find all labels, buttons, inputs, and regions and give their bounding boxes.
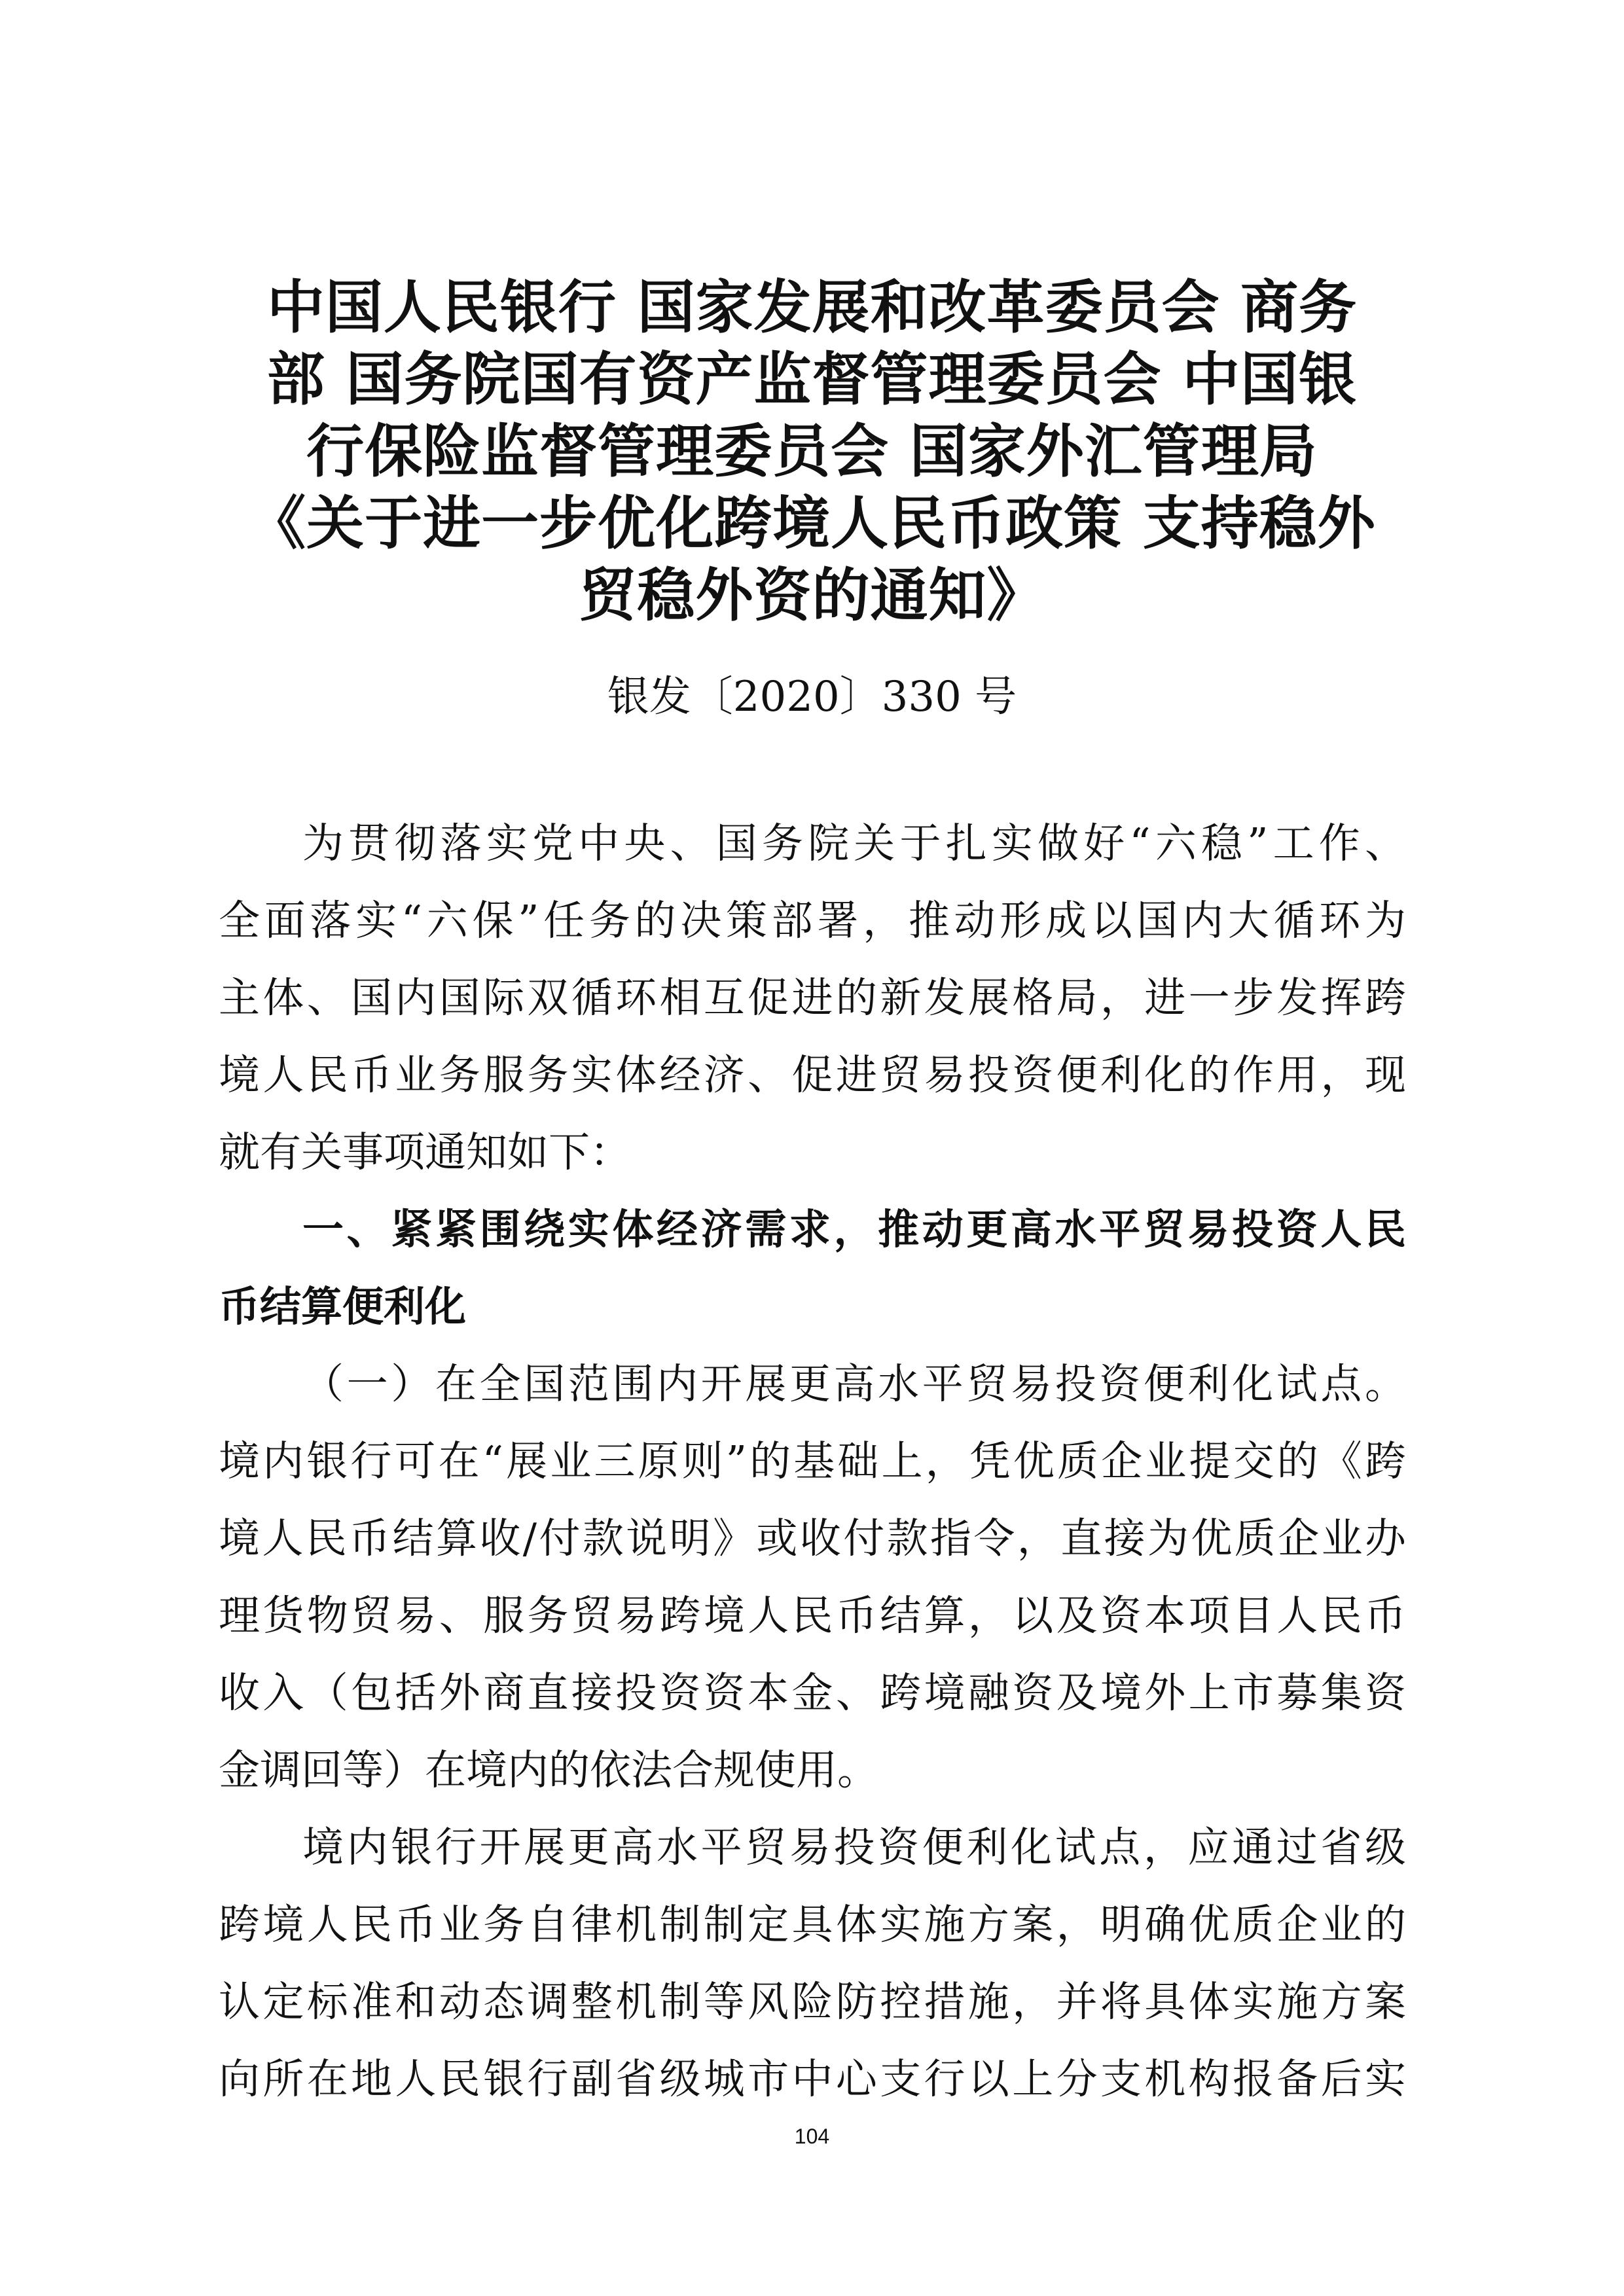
document-number: 银发〔2020〕330 号	[607, 673, 1017, 721]
paragraph-line: （一）在全国范围内开展更高水平贸易投资便利化试点。	[302, 1360, 1406, 1408]
paragraph-line: 跨境人民币业务自律机制制定具体实施方案，明确优质企业的	[219, 1901, 1406, 1948]
paragraph-line: 金调回等）在境内的依法合规使用。	[219, 1746, 878, 1794]
document-title	[196, 272, 1428, 632]
paragraph-line: 全面落实“六保”任务的决策部署，推动形成以国内大循环为	[219, 897, 1406, 944]
section-heading-line: 币结算便利化	[219, 1283, 466, 1331]
title-line: 行保险监督管理委员会 国家外汇管理局	[306, 418, 1318, 485]
paragraph-line: 主体、国内国际双循环相互促进的新发展格局，进一步发挥跨	[219, 974, 1406, 1022]
page-number: 104	[794, 2125, 830, 2148]
paragraph-line: 认定标准和动态调整机制等风险防控措施，并将具体实施方案	[219, 1978, 1406, 2026]
paragraph-line: 就有关事项通知如下：	[219, 1128, 631, 1176]
title-line: 贸稳外资的通知》	[579, 562, 1045, 629]
paragraph-line: 境人民币业务服务实体经济、促进贸易投资便利化的作用，现	[219, 1051, 1406, 1099]
title-line: 中国人民银行 国家发展和改革委员会 商务	[266, 274, 1358, 341]
paragraph-line: 向所在地人民银行副省级城市中心支行以上分支机构报备后实	[219, 2055, 1406, 2103]
paragraph-line: 收入（包括外商直接投资资本金、跨境融资及境外上市募集资	[219, 1669, 1406, 1717]
paragraph-line: 境内银行开展更高水平贸易投资便利化试点，应通过省级	[302, 1823, 1406, 1871]
paragraph-line: 境内银行可在“展业三原则”的基础上，凭优质企业提交的《跨	[219, 1437, 1406, 1485]
paragraph-line: 理货物贸易、服务贸易跨境人民币结算，以及资本项目人民币	[219, 1592, 1406, 1640]
paragraph-line: 境人民币结算收/付款说明》或收付款指令，直接为优质企业办	[219, 1515, 1406, 1562]
paragraph-line: 为贯彻落实党中央、国务院关于扎实做好“六稳”工作、	[302, 819, 1406, 867]
title-line: 《关于进一步优化跨境人民币政策 支持稳外	[248, 490, 1376, 557]
section-heading-line: 一、紧紧围绕实体经济需求，推动更高水平贸易投资人民	[302, 1206, 1406, 1253]
title-line: 部 国务院国有资产监督管理委员会 中国银	[266, 346, 1358, 413]
